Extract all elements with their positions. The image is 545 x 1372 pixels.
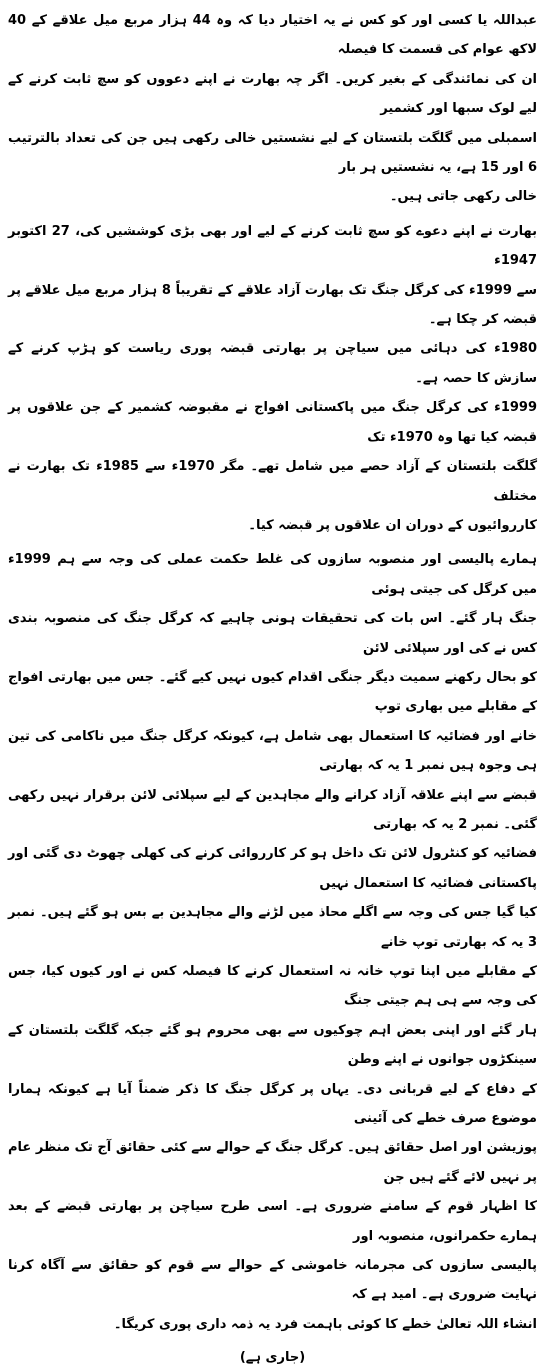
paragraph-india-claims: بھارت نے اپنے دعوے کو سچ ثابت کرنے کے لیے اور بھی بڑی کوششیں کی، 27 اکتوبر 1947ء سے 1999ء کی کرگل جنگ تک بھارت آزاد علاقے کے تقریباً 8 ہزار مربع میل علاقے پر قبضہ کر چکا ہے۔ 1980ء کی دہائی میں سیاچن پر بھارتی قبضہ پوری ریاست کو ہڑپ کرنے کے سازش کا حصہ ہے۔ 1999ء کی کرگل جنگ میں پاکستانی افواج نے مقبوضہ کشمیر کے جن علاقوں پر قبضہ کیا تھا وہ 1970ء تک گلگت بلتستان کے آزاد حصے میں شامل تھے۔ مگر 1970ء سے 1985ء تک بھارت نے مختلف کارروائیوں کے دوران ان علاقوں پر قبضہ کیا۔ (8, 223, 538, 533)
paragraph-kargil-war: ہمارے پالیسی اور منصوبہ سازوں کی غلط حکمت عملی کی وجہ سے ہم 1999ء میں کرگل کی جیتی ہوئی جنگ ہار گئے۔ اس بات کی تحقیقات ہونی چاہیے کہ کرگل جنگ کی منصوبہ بندی کس نے کی اور سپلائی لائن کو بحال رکھنے سمیت دیگر جنگی اقدام کیوں نہیں کیے گئے۔ جس میں بھارتی افواج کے مقابلے میں بھاری توپ خانے اور فضائیہ کا استعمال بھی شامل ہے، کیونکہ کرگل جنگ میں ناکامی کی تین ہی وجوہ ہیں نمبر 1 یہ کہ بھارتی قبضے سے اپنے علاقہ آزاد کرانے والے مجاہدین کے لیے سپلائی لائن برقرار نہیں رکھی گئی۔ نمبر 2 یہ کہ بھارتی فضائیہ کو کنٹرول لائن تک داخل ہو کر کارروائی کرنے کی کھلی چھوٹ دی گئی اور پاکستانی فضائیہ کا استعمال نہیں کیا گیا جس کی وجہ سے اگلے محاذ میں لڑنے والے مجاہدین بے بس ہو گئے ہیں۔ نمبر 3 یہ کہ بھارتی توپ خانے کے مقابلے میں اپنا توپ خانہ نہ استعمال کرنے کا فیصلہ کس نے اور کیوں کیا، جس کی وجہ سے ہی ہم جیتی جنگ ہار گئے اور اپنی بعض اہم چوکیوں سے بھی محروم ہو گئے جبکہ گلگت بلتستان کے سینکڑوں جوانوں نے اپنے وطن کے دفاع کے لیے قربانی دی۔ یہاں پر کرگل جنگ کا ذکر ضمناً آیا ہے کیونکہ ہمارا موضوع صرف خطے کی آئینی پوزیشن اور اصل حقائق ہیں۔ کرگل جنگ کے حوالے سے کئی حقائق آج تک منظر عام پر نہیں لائے گئے ہیں جن کا اظہار قوم کے سامنے ضروری ہے۔ اسی طرح سیاچن پر بھارتی قبضے کے بعد ہمارے حکمرانوں، منصوبہ اور پالیسی سازوں کی مجرمانہ خاموشی کے حوالے سے قوم کو حقائق سے آگاہ کرنا نہایت ضروری ہے۔ امید ہے کہ انشاء اللہ تعالیٰ خطے کا کوئی باہمت فرد یہ ذمہ داری پوری کریگا۔ (8, 552, 537, 1332)
paragraph-authority: عبداللہ یا کسی اور کو کس نے یہ اختیار دیا کہ وہ 44 ہزار مربع میل علاقے کے 40 لاکھ عوام کی قسمت کا فیصلہ ان کی نمائندگی کے بغیر کریں۔ اگر چہ بھارت نے اپنے دعووں کو سچ ثابت کرنے کے لیے لوک سبھا اور کشمیر اسمبلی میں گلگت بلتستان کے لیے نشستیں خالی رکھی ہیں جن کی تعداد بالترتیب 6 اور 15 ہے، یہ نشستیں ہر بار خالی رکھی جاتی ہیں۔ (8, 13, 537, 205)
continued-label: (جاری ہے) (239, 1350, 306, 1366)
